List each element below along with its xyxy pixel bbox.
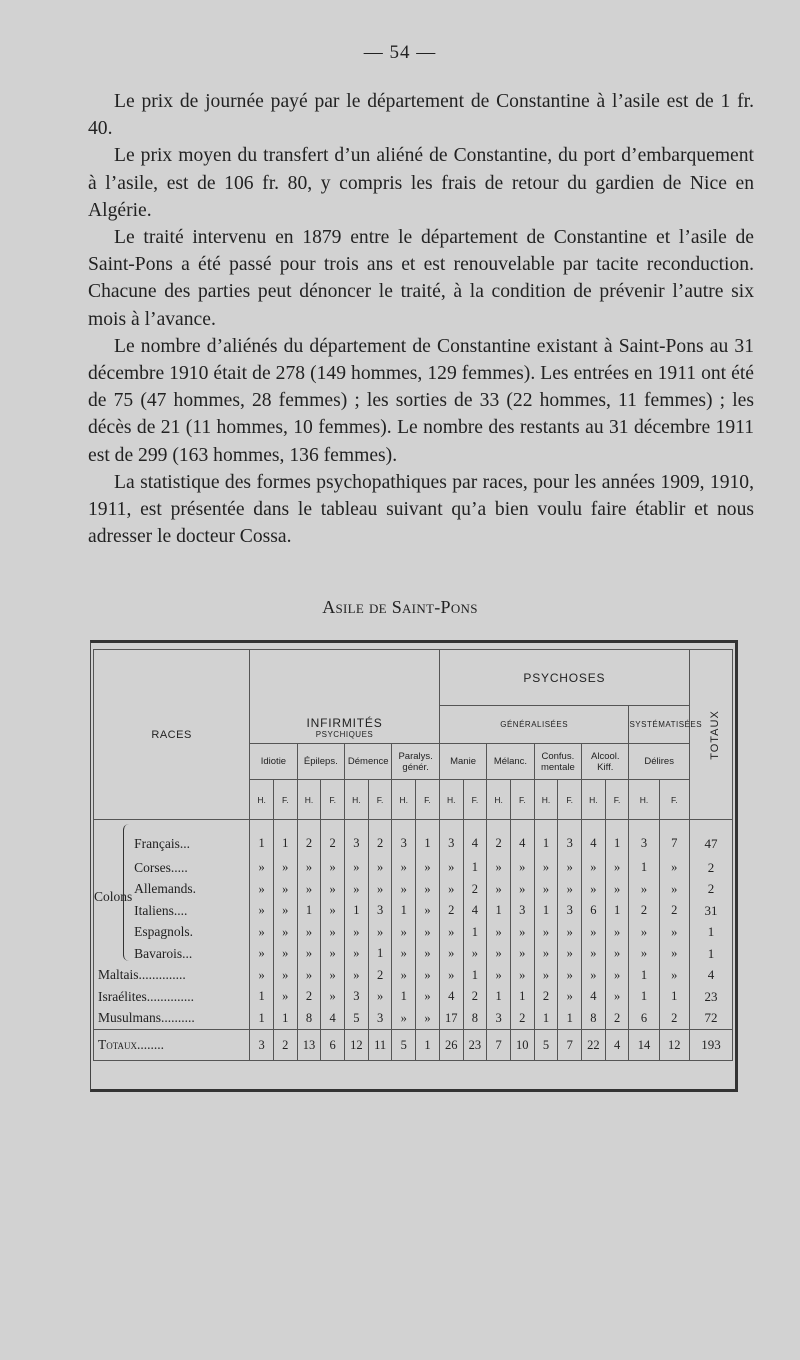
cell-value: » xyxy=(582,879,606,901)
col-confus: Confus. mentale xyxy=(534,744,581,780)
totals-label: Totaux........ xyxy=(94,1030,250,1061)
row-label: Musulmans.......... xyxy=(94,1008,250,1030)
cell-value: 1 xyxy=(392,986,416,1008)
row-total: 2 xyxy=(689,879,732,901)
cell-value: 2 xyxy=(321,820,345,858)
cell-value: » xyxy=(345,943,369,965)
totaux-header xyxy=(689,650,732,820)
paragraph-2: Le prix moyen du transfert d’un aliéné de Constantine, du port d’embarquement à l’asile, est de 106 fr. 80, y compris les frais de retour du gardien de Nice en Algérie. xyxy=(88,145,754,221)
sex-header-f: F. xyxy=(368,780,392,820)
sex-header-f: F. xyxy=(510,780,534,820)
cell-value: » xyxy=(534,857,558,879)
totaux-label: TOTAUX xyxy=(708,709,721,760)
row-total: 47 xyxy=(689,820,732,858)
cell-value: » xyxy=(629,922,659,944)
col-idiotie: Idiotie xyxy=(250,744,297,780)
sex-header-f: F. xyxy=(416,780,440,820)
cell-value: 2 xyxy=(297,986,321,1008)
cell-value: » xyxy=(629,943,659,965)
cell-value: » xyxy=(297,857,321,879)
generalisees-header: GÉNÉRALISÉES xyxy=(439,706,629,744)
body-text xyxy=(88,88,754,550)
table-row xyxy=(94,820,733,858)
cell-value: » xyxy=(558,922,582,944)
cell-value: » xyxy=(463,943,487,965)
cell-value: 2 xyxy=(439,900,463,922)
cell-value: » xyxy=(582,965,606,987)
cell-value: 1 xyxy=(250,986,274,1008)
row-total: 23 xyxy=(689,986,732,1008)
cell-value: » xyxy=(392,943,416,965)
cell-value: » xyxy=(297,965,321,987)
cell-value: 8 xyxy=(297,1008,321,1030)
cell-value: » xyxy=(534,879,558,901)
cell-value: » xyxy=(629,879,659,901)
totals-row xyxy=(94,1030,733,1061)
cell-value: 3 xyxy=(345,986,369,1008)
cell-value: 2 xyxy=(510,1008,534,1030)
cell-value: » xyxy=(273,857,297,879)
cell-value: » xyxy=(659,965,689,987)
cell-value: » xyxy=(439,965,463,987)
cell-value: » xyxy=(605,943,629,965)
cell-value: » xyxy=(510,943,534,965)
infirmites-label: INFIRMITÉS xyxy=(306,716,383,730)
cell-value: 4 xyxy=(582,820,606,858)
sex-header-h: H. xyxy=(534,780,558,820)
cell-value: 2 xyxy=(605,1008,629,1030)
row-label: Allemands. xyxy=(130,879,250,901)
cell-value: » xyxy=(487,879,511,901)
cell-value: » xyxy=(392,857,416,879)
cell-value: » xyxy=(487,857,511,879)
cell-value: 2 xyxy=(463,986,487,1008)
cell-value: » xyxy=(321,922,345,944)
total-cell: 2 xyxy=(273,1030,297,1061)
row-total: 4 xyxy=(689,965,732,987)
table-row xyxy=(94,900,733,922)
table-row xyxy=(94,965,733,987)
cell-value: 1 xyxy=(368,943,392,965)
cell-value: » xyxy=(510,857,534,879)
cell-value: 3 xyxy=(558,820,582,858)
cell-value: 1 xyxy=(463,857,487,879)
cell-value: 3 xyxy=(392,820,416,858)
paragraph-5: La statistique des formes psychopathiques par races, pour les années 1909, 1910, 1911, est présentée dans le tableau suivant qu’a bien voulu faire établir et nous adresser le docteur Cossa. xyxy=(88,471,754,548)
psychiques-label: PSYCHIQUES xyxy=(315,730,374,739)
cell-value: » xyxy=(416,986,440,1008)
cell-value: 2 xyxy=(463,879,487,901)
table-row xyxy=(94,1008,733,1030)
cell-value: » xyxy=(582,857,606,879)
cell-value: » xyxy=(250,879,274,901)
cell-value: » xyxy=(345,879,369,901)
cell-value: » xyxy=(487,943,511,965)
statistics-table-frame xyxy=(90,640,738,1092)
sex-header-f: F. xyxy=(605,780,629,820)
cell-value: » xyxy=(487,965,511,987)
sex-header-f: F. xyxy=(321,780,345,820)
cell-value: 1 xyxy=(416,820,440,858)
cell-value: » xyxy=(416,922,440,944)
cell-value: 1 xyxy=(273,820,297,858)
cell-value: » xyxy=(534,965,558,987)
cell-value: » xyxy=(487,922,511,944)
cell-value: 4 xyxy=(582,986,606,1008)
cell-value: » xyxy=(510,879,534,901)
cell-value: 8 xyxy=(582,1008,606,1030)
table-row xyxy=(94,943,733,965)
cell-value: 4 xyxy=(510,820,534,858)
cell-value: » xyxy=(416,965,440,987)
row-label: Bavarois... xyxy=(130,943,250,965)
row-label: Espagnols. xyxy=(130,922,250,944)
cell-value: 6 xyxy=(629,1008,659,1030)
row-label: Israélites.............. xyxy=(94,986,250,1008)
cell-value: 1 xyxy=(534,1008,558,1030)
cell-value: 1 xyxy=(297,900,321,922)
cell-value: » xyxy=(368,922,392,944)
cell-value: » xyxy=(558,857,582,879)
cell-value: 4 xyxy=(321,1008,345,1030)
cell-value: » xyxy=(416,1008,440,1030)
page-number: — 54 — xyxy=(363,42,437,63)
row-total: 1 xyxy=(689,943,732,965)
cell-value: » xyxy=(416,857,440,879)
cell-value: » xyxy=(297,879,321,901)
row-total: 2 xyxy=(689,857,732,879)
total-cell: 23 xyxy=(463,1030,487,1061)
col-alcool: Alcool. Kiff. xyxy=(582,744,629,780)
cell-value: » xyxy=(416,900,440,922)
cell-value: » xyxy=(510,965,534,987)
cell-value: » xyxy=(250,965,274,987)
sex-header-h: H. xyxy=(345,780,369,820)
systematisees-header: SYSTÉMATISÉES xyxy=(629,706,689,744)
cell-value: » xyxy=(250,900,274,922)
cell-value: » xyxy=(392,965,416,987)
cell-value: » xyxy=(321,965,345,987)
cell-value: » xyxy=(273,922,297,944)
cell-value: 2 xyxy=(368,820,392,858)
cell-value: » xyxy=(321,900,345,922)
col-manie: Manie xyxy=(439,744,486,780)
cell-value: » xyxy=(250,922,274,944)
cell-value: 3 xyxy=(368,900,392,922)
races-header: RACES xyxy=(94,650,250,820)
sex-header-f: F. xyxy=(273,780,297,820)
total-cell: 26 xyxy=(439,1030,463,1061)
cell-value: 5 xyxy=(345,1008,369,1030)
cell-value: » xyxy=(605,965,629,987)
cell-value: » xyxy=(439,943,463,965)
infirmites-header xyxy=(250,650,440,744)
cell-value: 1 xyxy=(510,986,534,1008)
colons-label: Colons xyxy=(94,889,133,905)
cell-value: » xyxy=(321,879,345,901)
sex-header-h: H. xyxy=(629,780,659,820)
cell-value: » xyxy=(392,879,416,901)
cell-value: 1 xyxy=(392,900,416,922)
total-cell: 4 xyxy=(605,1030,629,1061)
cell-value: » xyxy=(345,857,369,879)
col-melanc: Mélanc. xyxy=(487,744,534,780)
table-row xyxy=(94,857,733,879)
cell-value: 3 xyxy=(345,820,369,858)
cell-value: 4 xyxy=(439,986,463,1008)
cell-value: 8 xyxy=(463,1008,487,1030)
cell-value: » xyxy=(558,879,582,901)
table-row xyxy=(94,879,733,901)
cell-value: 1 xyxy=(463,965,487,987)
row-total: 31 xyxy=(689,900,732,922)
cell-value: 1 xyxy=(487,986,511,1008)
total-cell: 3 xyxy=(250,1030,274,1061)
sex-header-h: H. xyxy=(487,780,511,820)
paragraph-3: Le traité intervenu en 1879 entre le département de Constantine et l’asile de Saint-Pons a été passé pour trois ans et est renouvelable par tacite reconduction. Chacune des parties peut dénoncer le traité, à la condition de prévenir l’autre six mois à l’avance. xyxy=(88,227,754,330)
cell-value: 2 xyxy=(368,965,392,987)
cell-value: » xyxy=(582,922,606,944)
col-paralys: Paralys. génér. xyxy=(392,744,439,780)
cell-value: 7 xyxy=(659,820,689,858)
cell-value: 1 xyxy=(558,1008,582,1030)
cell-value: 3 xyxy=(629,820,659,858)
total-cell: 7 xyxy=(558,1030,582,1061)
table-row xyxy=(94,922,733,944)
cell-value: 1 xyxy=(250,1008,274,1030)
col-demence: Démence xyxy=(345,744,392,780)
cell-value: » xyxy=(605,986,629,1008)
col-delires: Délires xyxy=(629,744,689,780)
row-total: 1 xyxy=(689,922,732,944)
cell-value: 1 xyxy=(345,900,369,922)
total-cell: 10 xyxy=(510,1030,534,1061)
cell-value: 4 xyxy=(463,820,487,858)
cell-value: » xyxy=(273,879,297,901)
cell-value: » xyxy=(273,965,297,987)
sex-header-h: H. xyxy=(439,780,463,820)
cell-value: » xyxy=(345,965,369,987)
total-cell: 1 xyxy=(416,1030,440,1061)
total-cell: 14 xyxy=(629,1030,659,1061)
cell-value: » xyxy=(392,922,416,944)
cell-value: 3 xyxy=(487,1008,511,1030)
psychoses-header: PSYCHOSES xyxy=(439,650,689,706)
paragraph-1: Le prix de journée payé par le département de Constantine à l’asile est de 1 fr. 40. xyxy=(88,91,754,140)
cell-value: 6 xyxy=(582,900,606,922)
cell-value: 1 xyxy=(273,1008,297,1030)
table-title: Asile de Saint-Pons xyxy=(322,597,478,617)
cell-value: » xyxy=(368,879,392,901)
cell-value: 2 xyxy=(659,900,689,922)
cell-value: » xyxy=(273,986,297,1008)
cell-value: » xyxy=(250,943,274,965)
total-cell: 5 xyxy=(392,1030,416,1061)
total-cell: 22 xyxy=(582,1030,606,1061)
cell-value: 1 xyxy=(659,986,689,1008)
cell-value: 1 xyxy=(629,965,659,987)
cell-value: » xyxy=(558,965,582,987)
cell-value: » xyxy=(659,922,689,944)
cell-value: » xyxy=(392,1008,416,1030)
cell-value: » xyxy=(439,922,463,944)
cell-value: » xyxy=(558,986,582,1008)
cell-value: 2 xyxy=(487,820,511,858)
cell-value: » xyxy=(510,922,534,944)
row-label: Français... xyxy=(130,820,250,858)
cell-value: 1 xyxy=(629,986,659,1008)
total-cell: 5 xyxy=(534,1030,558,1061)
cell-value: 3 xyxy=(368,1008,392,1030)
cell-value: 3 xyxy=(439,820,463,858)
cell-value: 3 xyxy=(510,900,534,922)
cell-value: 4 xyxy=(463,900,487,922)
cell-value: 1 xyxy=(605,900,629,922)
cell-value: » xyxy=(605,922,629,944)
cell-value: » xyxy=(416,879,440,901)
cell-value: » xyxy=(439,879,463,901)
colons-brace xyxy=(123,824,130,961)
total-cell: 7 xyxy=(487,1030,511,1061)
paragraph-4: Le nombre d’aliénés du département de Constantine existant à Saint-Pons au 31 décembre 1910 était de 278 (149 hommes, 129 femmes). Les entrées en 1911 ont été de 75 (47 hommes, 28 femmes) ; les sorties de 33 (22 hommes, 11 femmes) ; les décès de 21 (11 hommes, 10 femmes). Le nombre des restants au 31 décembre 1911 est de 299 (163 hommes, 136 femmes). xyxy=(88,335,754,466)
row-label: Italiens.... xyxy=(130,900,250,922)
statistics-body xyxy=(94,820,733,1061)
cell-value: 1 xyxy=(250,820,274,858)
cell-value: » xyxy=(534,922,558,944)
cell-value: » xyxy=(250,857,274,879)
cell-value: 17 xyxy=(439,1008,463,1030)
cell-value: » xyxy=(297,943,321,965)
cell-value: » xyxy=(582,943,606,965)
total-cell: 12 xyxy=(659,1030,689,1061)
cell-value: 3 xyxy=(558,900,582,922)
cell-value: 1 xyxy=(534,900,558,922)
total-cell: 11 xyxy=(368,1030,392,1061)
cell-value: » xyxy=(321,986,345,1008)
cell-value: » xyxy=(659,943,689,965)
cell-value: » xyxy=(605,857,629,879)
sex-header-f: F. xyxy=(659,780,689,820)
statistics-table xyxy=(93,649,733,1061)
colons-group-label xyxy=(94,820,131,965)
cell-value: » xyxy=(273,900,297,922)
sex-header-f: F. xyxy=(558,780,582,820)
row-label: Maltais.............. xyxy=(94,965,250,987)
cell-value: 1 xyxy=(534,820,558,858)
total-cell: 12 xyxy=(345,1030,369,1061)
cell-value: » xyxy=(439,857,463,879)
cell-value: » xyxy=(297,922,321,944)
cell-value: » xyxy=(558,943,582,965)
sex-header-h: H. xyxy=(250,780,274,820)
cell-value: » xyxy=(659,879,689,901)
cell-value: » xyxy=(534,943,558,965)
cell-value: 2 xyxy=(534,986,558,1008)
cell-value: 2 xyxy=(629,900,659,922)
cell-value: 2 xyxy=(297,820,321,858)
cell-value: 1 xyxy=(463,922,487,944)
cell-value: » xyxy=(605,879,629,901)
sex-header-h: H. xyxy=(582,780,606,820)
cell-value: 1 xyxy=(487,900,511,922)
col-epileps: Épileps. xyxy=(297,744,344,780)
total-cell: 6 xyxy=(321,1030,345,1061)
row-total: 72 xyxy=(689,1008,732,1030)
cell-value: » xyxy=(416,943,440,965)
total-cell: 13 xyxy=(297,1030,321,1061)
cell-value: » xyxy=(659,857,689,879)
cell-value: » xyxy=(345,922,369,944)
cell-value: » xyxy=(368,857,392,879)
table-row xyxy=(94,986,733,1008)
cell-value: » xyxy=(321,857,345,879)
cell-value: 1 xyxy=(605,820,629,858)
grand-total: 193 xyxy=(689,1030,732,1061)
cell-value: » xyxy=(321,943,345,965)
row-label: Corses..... xyxy=(130,857,250,879)
cell-value: » xyxy=(273,943,297,965)
sex-header-f: F. xyxy=(463,780,487,820)
cell-value: 2 xyxy=(659,1008,689,1030)
sex-header-h: H. xyxy=(392,780,416,820)
cell-value: 1 xyxy=(629,857,659,879)
cell-value: » xyxy=(368,986,392,1008)
sex-header-h: H. xyxy=(297,780,321,820)
